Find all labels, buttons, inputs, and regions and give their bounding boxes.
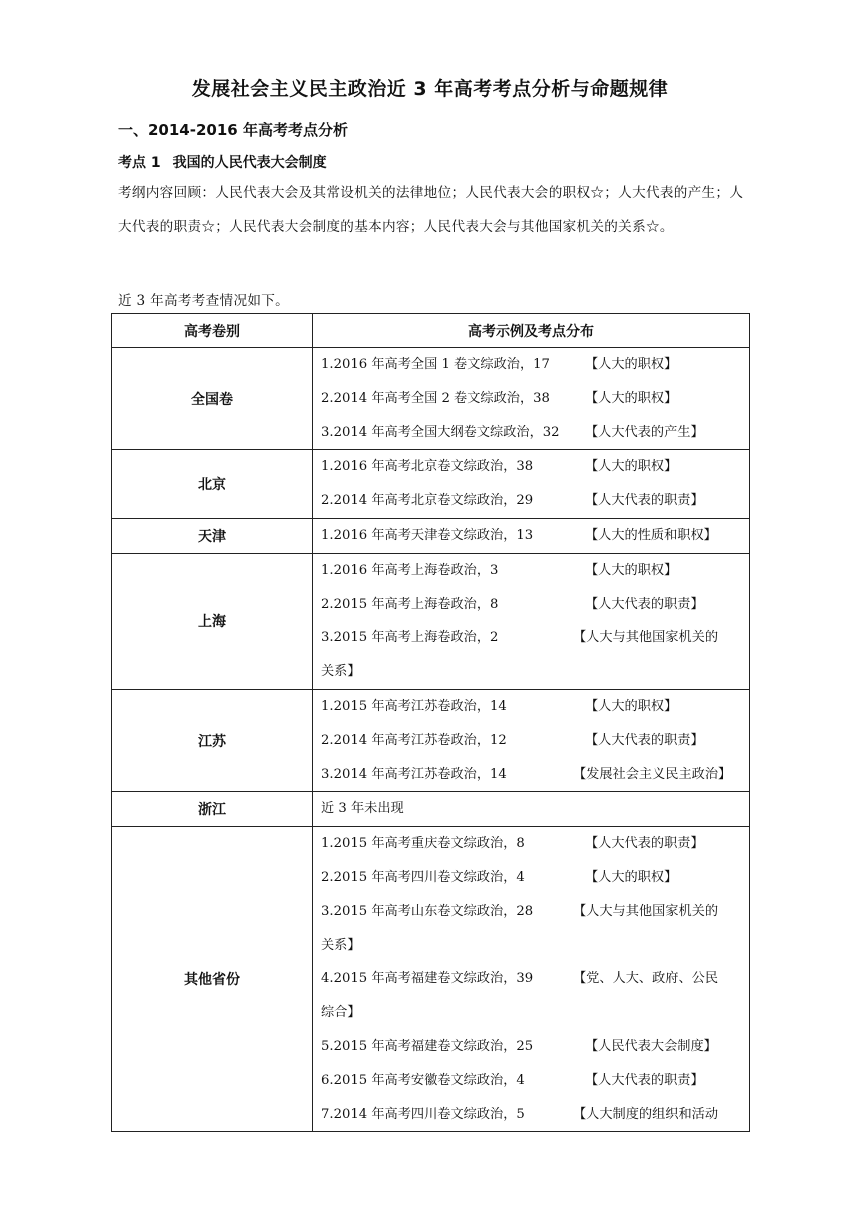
table-header-row bbox=[112, 314, 750, 348]
table-row bbox=[112, 827, 750, 1132]
exam-item bbox=[321, 724, 749, 758]
exam-topic-tag: 【人大代表的职责】 bbox=[585, 732, 704, 748]
exam-item bbox=[321, 416, 749, 450]
header-cell-region: 高考卷别 bbox=[112, 314, 313, 348]
exam-item bbox=[321, 450, 749, 484]
exam-topic-tag: 【人大的职权】 bbox=[585, 698, 678, 714]
exam-topic-tag: 【人大的职权】 bbox=[585, 459, 678, 475]
exam-source: 1.2016 年高考全国 1 卷文综政治，17 bbox=[321, 357, 550, 372]
exam-source: 2.2014 年高考全国 2 卷文综政治，38 bbox=[321, 390, 550, 406]
region-cell: 上海 bbox=[112, 553, 313, 689]
exam-item bbox=[321, 519, 749, 553]
exam-topic-tag: 【人大的职权】 bbox=[585, 562, 678, 578]
exam-source: 1.2015 年高考重庆卷文综政治，8 bbox=[321, 836, 525, 852]
region-cell: 天津 bbox=[112, 518, 313, 553]
exam-topic-tag: 【人大与其他国家机关的 bbox=[573, 903, 719, 919]
exam-item bbox=[321, 484, 749, 518]
examples-cell bbox=[313, 518, 750, 553]
exam-point-name: 我国的人民代表大会制度 bbox=[172, 155, 327, 171]
exam-table bbox=[111, 313, 750, 1132]
exam-source: 5.2015 年高考福建卷文综政治，25 bbox=[321, 1038, 534, 1054]
outline-paragraph: 考纲内容回顾：人民代表大会及其常设机关的法律地位；人民代表大会的职权☆；人大代表的产生；人大代表的职责☆；人民代表大会制度的基本内容；人民代表大会与其他国家机关的关系☆。 bbox=[118, 185, 744, 235]
exam-topic-tag: 【人大的职权】 bbox=[585, 390, 678, 406]
exam-item bbox=[321, 554, 749, 588]
exam-point-label: 考点 1 bbox=[118, 155, 161, 171]
exam-topic-tag: 【人大的职权】 bbox=[585, 869, 678, 885]
exam-source: 2.2014 年高考北京卷文综政治，29 bbox=[321, 493, 534, 509]
exam-source: 2.2014 年高考江苏卷政治，12 bbox=[321, 732, 507, 748]
exam-source: 近 3 年未出现 bbox=[321, 801, 404, 817]
examples-cell bbox=[313, 689, 750, 791]
exam-topic-tag: 【党、人大、政府、公民 bbox=[573, 971, 719, 987]
exam-item bbox=[321, 827, 749, 861]
exam-item bbox=[321, 895, 749, 929]
examples-cell bbox=[313, 348, 750, 450]
exam-point-heading bbox=[118, 152, 327, 172]
exam-topic-tag: 【人大制度的组织和活动 bbox=[573, 1106, 719, 1122]
exam-topic-tag: 【人大的性质和职权】 bbox=[585, 527, 717, 543]
exam-item bbox=[321, 758, 749, 792]
exam-topic-tag: 【人民代表大会制度】 bbox=[585, 1038, 717, 1054]
examples-cell bbox=[313, 792, 750, 827]
exam-source: 1.2016 年高考天津卷文综政治，13 bbox=[321, 527, 534, 543]
exam-topic-tag: 【人大代表的职责】 bbox=[585, 596, 704, 612]
table-row bbox=[112, 792, 750, 827]
region-cell: 北京 bbox=[112, 450, 313, 519]
examples-cell bbox=[313, 553, 750, 689]
table-row bbox=[112, 518, 750, 553]
exam-item bbox=[321, 382, 749, 416]
exam-source: 3.2014 年高考江苏卷政治，14 bbox=[321, 766, 507, 782]
section-heading: 一、2014-2016 年高考考点分析 bbox=[118, 121, 348, 139]
exam-topic-tag: 【人大代表的职责】 bbox=[585, 836, 704, 852]
table-row bbox=[112, 553, 750, 689]
region-cell: 全国卷 bbox=[112, 348, 313, 450]
exam-topic-tag-continued: 关系】 bbox=[321, 937, 361, 953]
exam-source: 3.2014 年高考全国大纲卷文综政治，32 bbox=[321, 424, 560, 440]
exam-topic-tag: 【人大代表的职责】 bbox=[585, 1072, 704, 1088]
exam-item bbox=[321, 1098, 749, 1132]
exam-item bbox=[321, 621, 749, 655]
exam-item bbox=[321, 1030, 749, 1064]
exam-item bbox=[321, 962, 749, 996]
exam-item bbox=[321, 348, 749, 382]
intro-paragraph: 近 3 年高考考查情况如下。 bbox=[118, 293, 290, 309]
exam-source: 1.2016 年高考上海卷政治，3 bbox=[321, 562, 499, 578]
exam-item bbox=[321, 588, 749, 622]
exam-topic-tag: 【人大代表的产生】 bbox=[585, 424, 704, 440]
exam-source: 2.2015 年高考上海卷政治，8 bbox=[321, 596, 499, 612]
exam-item bbox=[321, 792, 749, 826]
exam-source: 4.2015 年高考福建卷文综政治，39 bbox=[321, 971, 534, 987]
exam-source: 2.2015 年高考四川卷文综政治，4 bbox=[321, 869, 525, 885]
exam-source: 7.2014 年高考四川卷文综政治，5 bbox=[321, 1106, 525, 1122]
region-cell: 其他省份 bbox=[112, 827, 313, 1132]
exam-topic-tag-continued: 综合】 bbox=[321, 1005, 361, 1021]
region-cell: 江苏 bbox=[112, 689, 313, 791]
header-cell-examples: 高考示例及考点分布 bbox=[313, 314, 750, 348]
exam-source: 3.2015 年高考山东卷文综政治，28 bbox=[321, 903, 534, 919]
examples-cell bbox=[313, 450, 750, 519]
exam-topic-tag-continued: 关系】 bbox=[321, 664, 361, 680]
table-row bbox=[112, 348, 750, 450]
region-cell: 浙江 bbox=[112, 792, 313, 827]
examples-cell bbox=[313, 827, 750, 1132]
table-row bbox=[112, 689, 750, 791]
exam-source: 3.2015 年高考上海卷政治，2 bbox=[321, 630, 499, 646]
exam-topic-tag: 【发展社会主义民主政治】 bbox=[573, 766, 732, 782]
exam-item bbox=[321, 861, 749, 895]
exam-source: 6.2015 年高考安徽卷文综政治，4 bbox=[321, 1072, 525, 1088]
exam-source: 1.2015 年高考江苏卷政治，14 bbox=[321, 698, 507, 714]
exam-topic-tag: 【人大与其他国家机关的 bbox=[573, 630, 719, 646]
exam-topic-tag: 【人大的职权】 bbox=[585, 357, 678, 372]
exam-item bbox=[321, 1064, 749, 1098]
document-title: 发展社会主义民主政治近 3 年高考考点分析与命题规律 bbox=[191, 78, 669, 100]
exam-item bbox=[321, 690, 749, 724]
table-row bbox=[112, 450, 750, 519]
exam-topic-tag: 【人大代表的职责】 bbox=[585, 493, 704, 509]
exam-source: 1.2016 年高考北京卷文综政治，38 bbox=[321, 459, 534, 475]
